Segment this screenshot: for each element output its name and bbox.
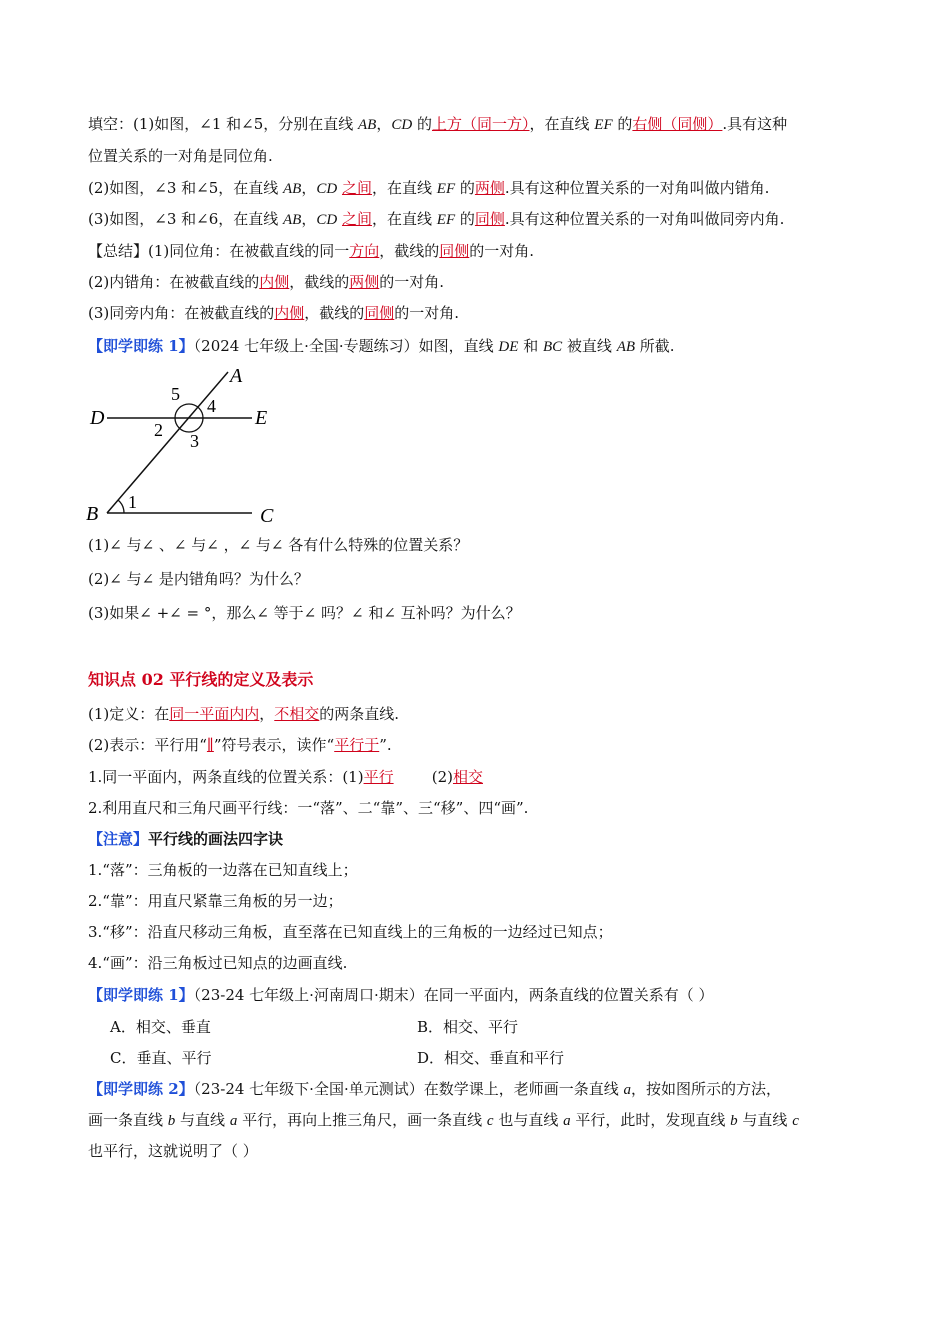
answer-blank: 相交 [452,768,483,786]
answer-blank: 右侧（同侧） [632,115,723,133]
text: 的一对角. [469,242,535,260]
practice-3-line-1 [88,1079,781,1100]
answer-blank: 内侧 [259,273,290,291]
text: (2)内错角：在被截直线的 [88,273,260,291]
answer-blank: 内侧 [274,304,305,322]
text: 与直线 [175,1111,230,1129]
text: 的 [612,115,633,133]
practice-3-line-3: 也平行，这就说明了（ ） [88,1142,258,1160]
text: 所截. [635,337,675,355]
text: (3)同旁内角：在被截直线的 [88,304,275,322]
text: ， [301,210,317,228]
text: 的 [455,179,475,197]
text: 的 [412,115,432,133]
fill-line-1 [88,114,787,135]
text: .具有这种位置关系的一对角叫做同旁内角. [504,210,785,228]
text: ”符号表示，读作“ [213,736,335,754]
fill-line-4 [88,209,784,230]
text: 填空：(1)如图，∠1 和∠5，分别在直线 [88,115,359,133]
note-step-4: 4.“画”：沿三角板过已知点的边画直线. [88,954,348,972]
answer-blank: 之间 [341,179,372,197]
text: 的一对角. [394,304,460,322]
practice-tag: 【即学即练 1】 [88,337,194,355]
note-heading [88,829,283,849]
text: (2)表示：平行用“ [88,736,207,754]
var-b: b [167,1113,176,1129]
var-a: a [229,1113,238,1129]
note-title: 平行线的画法四字诀 [148,830,284,848]
line-ef: EF [436,181,456,197]
position-relation-line [88,767,483,787]
angle-5-label: 5 [171,384,180,404]
label-e: E [255,407,268,429]
note-tag: 【注意】 [88,830,149,848]
text: ，按如图所示的方法， [631,1080,782,1098]
label-d: D [90,407,105,429]
label-b: B [86,503,99,525]
angle-3-label: 3 [190,431,199,451]
notation-line [88,735,392,755]
var-a: a [563,1113,571,1129]
answer-blank: 同一平面内内 [169,705,260,723]
option-c[interactable]: C．垂直、平行 [110,1049,212,1067]
practice-tag: 【即学即练 1】 [88,986,194,1004]
text: 画一条直线 [88,1111,168,1129]
var-a: a [623,1082,631,1098]
line-ab: AB [358,117,377,133]
var-c: c [486,1113,494,1129]
practice-2-prompt [88,985,714,1005]
fill-line-3 [88,178,769,199]
section-heading: 知识点 02 平行线的定义及表示 [88,670,314,689]
line-ab-stroke [107,372,228,513]
text: (3)如图，∠3 和∠6，在直线 [88,210,284,228]
option-a[interactable]: A．相交、垂直 [110,1018,211,1036]
drawing-method-line: 2.利用直尺和三角尺画平行线：一“落”、二“靠”、三“移”、四“画”. [88,799,529,817]
answer-blank: ∥ [206,736,214,754]
text: (2) [393,768,453,786]
text: ， [376,115,392,133]
answer-blank: 之间 [341,210,372,228]
text: ，在直线 [372,210,437,228]
answer-blank: 同侧 [364,304,395,322]
text: 平行，再向上推三角尺，画一条直线 [237,1111,487,1129]
text: .具有这种位置关系的一对角叫做内错角. [504,179,770,197]
summary-line-1 [88,241,534,261]
text: （2024 七年级上·全国·专题练习）如图，直线 [193,337,499,355]
practice-tag: 【即学即练 2】 [88,1080,194,1098]
summary-line-2 [88,272,444,292]
answer-blank: 平行于 [334,736,380,754]
line-ef: EF [594,117,613,133]
line-cd: CD [316,212,338,228]
option-b[interactable]: B．相交、平行 [417,1018,519,1036]
line-ef: EF [436,212,456,228]
text: 的两条直线. [319,705,400,723]
text: ，在直线 [529,115,595,133]
note-step-3: 3.“移”：沿直尺移动三角板，直至落在已知直线上的三角板的一边经过已知点； [88,923,613,941]
definition-line [88,704,399,724]
text: 1.同一平面内，两条直线的位置关系：(1) [88,768,364,786]
text: 也与直线 [493,1111,564,1129]
text: .具有这种 [722,115,788,133]
line-bc: BC [542,339,563,355]
label-c: C [260,505,274,527]
line-ab: AB [283,212,302,228]
text: (2)如图，∠3 和∠5，在直线 [88,179,284,197]
practice-1-prompt [88,336,675,357]
answer-blank: 两侧 [349,273,380,291]
text: 被直线 [562,337,617,355]
answer-blank: 平行 [363,768,394,786]
summary-line-3 [88,303,459,323]
line-cd: CD [391,117,413,133]
text: ， [259,705,275,723]
var-c: c [792,1113,799,1129]
note-step-2: 2.“靠”：用直尺紧靠三角板的另一边； [88,892,343,910]
text: ， [301,179,317,197]
answer-blank: 不相交 [274,705,320,723]
var-b: b [730,1113,738,1129]
text: ”. [379,736,392,754]
option-d[interactable]: D．相交、垂直和平行 [417,1049,565,1067]
angle-1-label: 1 [128,492,137,512]
line-de: DE [498,339,519,355]
answer-blank: 同侧 [439,242,470,260]
line-ab: AB [283,181,302,197]
text: ，在直线 [372,179,437,197]
angle-2-label: 2 [154,420,163,440]
fill-line-2: 位置关系的一对角是同位角. [88,147,273,165]
text: （23-24 七年级下·全国·单元测试）在数学课上，老师画一条直线 [193,1080,624,1098]
question-3: (3)如果∠ +∠ = °，那么∠ 等于∠ 吗？∠ 和∠ 互补吗？为什么？ [88,604,521,622]
text: 平行，此时，发现直线 [570,1111,731,1129]
answer-blank: 方向 [349,242,380,260]
line-cd: CD [316,181,338,197]
question-1: (1)∠ 与∠ 、∠ 与∠ ，∠ 与∠ 各有什么特殊的位置关系？ [88,536,469,554]
answer-blank: 两侧 [474,179,505,197]
line-ab: AB [616,339,636,355]
angle-1-arc [118,500,124,513]
text: 的一对角. [379,273,445,291]
text: 与直线 [737,1111,793,1129]
text: 的 [455,210,475,228]
text: ，截线的 [304,304,365,322]
label-a: A [230,365,243,387]
angle-4-label: 4 [207,396,216,416]
answer-blank: 上方（同一方） [431,115,530,133]
text: （23-24 七年级上·河南周口·期末）在同一平面内，两条直线的位置关系有（ ） [193,986,714,1004]
text: (1)定义：在 [88,705,170,723]
practice-3-line-2 [88,1110,799,1131]
text: 和 [518,337,543,355]
text: ，截线的 [289,273,350,291]
note-step-1: 1.“落”：三角板的一边落在已知直线上； [88,861,358,879]
question-2: (2)∠ 与∠ 是内错角吗？为什么？ [88,570,309,588]
answer-blank: 同侧 [474,210,505,228]
text: 【总结】(1)同位角：在被截直线的同一 [88,242,350,260]
angle-figure [82,360,302,530]
text: ，截线的 [379,242,440,260]
